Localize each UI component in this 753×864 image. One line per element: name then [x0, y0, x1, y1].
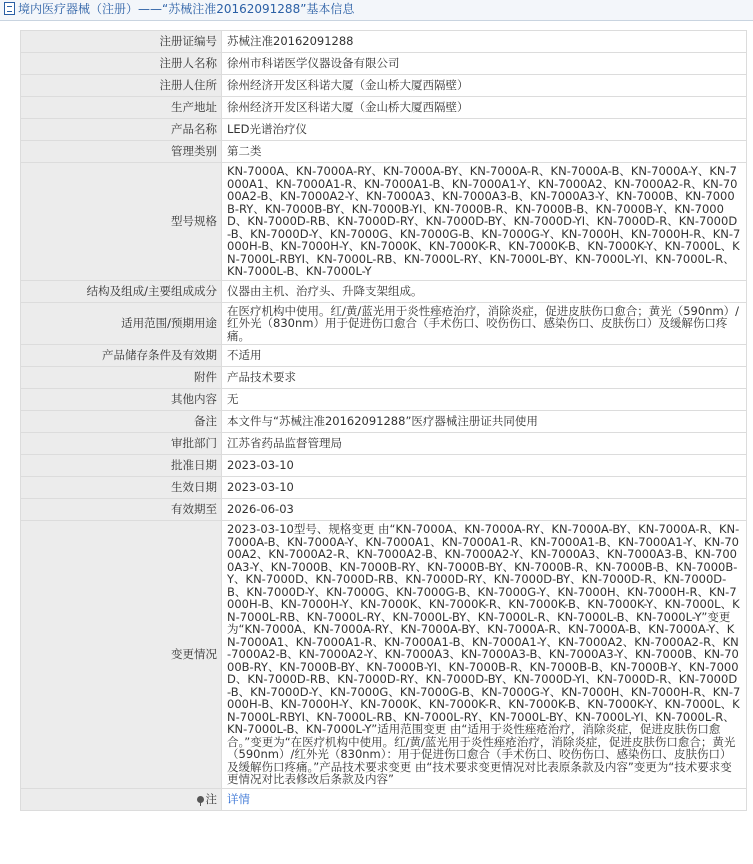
field-value-structure: 仪器由主机、治疗头、升降支架组成。: [222, 280, 747, 302]
field-value-production-address: 徐州经济开发区科诺大厦（金山桥大厦西隔壁）: [222, 97, 747, 119]
table-row: [21, 345, 747, 367]
field-label: 有效期至: [21, 499, 222, 521]
field-label: 注册证编号: [21, 31, 222, 53]
field-label: 管理类别: [21, 141, 222, 163]
field-label: 结构及组成/主要组成成分: [21, 280, 222, 302]
field-label: 备注: [21, 411, 222, 433]
table-row: [21, 53, 747, 75]
document-icon: [4, 2, 15, 15]
field-label: 注: [205, 791, 217, 806]
field-label: 型号规格: [21, 163, 222, 281]
breadcrumb-text: 境内医疗器械（注册）——“苏械注准20162091288”基本信息: [18, 2, 355, 16]
field-label: 审批部门: [21, 433, 222, 455]
field-value-storage: 不适用: [222, 345, 747, 367]
field-value-remark: 本文件与“苏械注准20162091288”医疗器械注册证共同使用: [222, 411, 747, 433]
table-row: [21, 163, 747, 281]
field-label: 产品储存条件及有效期: [21, 345, 222, 367]
field-value-registrant: 徐州市科诺医学仪器设备有限公司: [222, 53, 747, 75]
table-row: [21, 389, 747, 411]
table-row: [21, 75, 747, 97]
table-row: [21, 455, 747, 477]
field-value-effective-date: 2023-03-10: [222, 477, 747, 499]
field-value-other: 无: [222, 389, 747, 411]
field-label: 批准日期: [21, 455, 222, 477]
field-value-changes: 2023-03-10型号、规格变更 由“KN-7000A、KN-7000A-RY、KN-7000A-BY、KN-7000A-R、KN-7000A-B、KN-7000A-Y、KN-7000A1、KN-7000A1-R、KN-7000A1-B、KN-7000A1-Y、KN-7000A2、KN-7000A2-R、KN-7000A2-B、KN-7000A2-Y、KN-7000A3、KN-7000A3-B、KN-7000A3-Y、KN-7000B、KN-7000B-RY、KN-7000B-BY、KN-7000B-R、KN-7000B-B、KN-7000B-Y、KN-7000D、KN-7000D-RB、KN-7000D-RY、KN-7000D-BY、KN-7000D-R、KN-7000D-B、KN-7000D-Y、KN-7000G、KN-7000G-B、KN-7000G-Y、KN-7000H、KN-7000H-R、KN-7000H-B、KN-7000H-Y、KN-7000K、KN-7000K-R、KN-7000K-B、KN-7000K-Y、KN-7000L、KN-7000L-RB、KN-7000L-RY、KN-7000L-BY、KN-7000L-R、KN-7000L-B、KN-7000L-Y”变更为“KN-7000A、KN-7000A-RY、KN-7000A-BY、KN-7000A-R、KN-7000A-B、KN-7000A-Y、KN-7000A1、KN-7000A1-R、KN-7000A1-B、KN-7000A1-Y、KN-7000A2、KN-7000A2-R、KN-7000A2-B、KN-7000A2-Y、KN-7000A3、KN-7000A3-B、KN-7000A3-Y、KN-7000B、KN-7000B-RY、KN-7000B-BY、KN-7000B-YI、KN-7000B-R、KN-7000B-B、KN-7000B-Y、KN-7000D、KN-7000D-RB、KN-7000D-RY、KN-7000D-BY、KN-7000D-YI、KN-7000D-R、KN-7000D-B、KN-7000D-Y、KN-7000G、KN-7000G-B、KN-7000G-Y、KN-7000H、KN-7000H-R、KN-7000H-B、KN-7000H-Y、KN-7000K、KN-7000K-R、KN-7000K-B、KN-7000K-Y、KN-7000L、KN-7000L-RBYI、KN-7000L-RB、KN-7000L-RY、KN-7000L-BY、KN-7000L-YI、KN-7000L-R、KN-7000L-B、KN-7000L-Y”适用范围变更 由“适用于炎性痤疮治疗，消除炎症，促进皮肤伤口愈合。”变更为“在医疗机构中使用。红/黄/蓝光用于炎性痤疮治疗，消除炎症，促进皮肤伤口愈合；黄光（590nm）/红外光（830nm）：用于促进伤口愈合（手术伤口、咬伤伤口、感染伤口、皮肤伤口）及缓解伤口疼痛。”产品技术要求变更 由“技术要求变更情况对比表原条款及内容”变更为“技术要求变更情况对比表修改后条款及内容”: [222, 521, 747, 789]
table-row: [21, 499, 747, 521]
table-row: [21, 141, 747, 163]
table-row: [21, 367, 747, 389]
pin-icon: [197, 796, 204, 803]
field-value-management-class: 第二类: [222, 141, 747, 163]
table-row: [21, 119, 747, 141]
breadcrumb: [0, 0, 753, 21]
table-row: [21, 788, 747, 810]
field-label: 注册人名称: [21, 53, 222, 75]
note-value-cell: [222, 788, 747, 810]
field-label: 变更情况: [21, 521, 222, 789]
table-row: [21, 411, 747, 433]
note-label-cell: [21, 788, 222, 810]
field-label: 适用范围/预期用途: [21, 302, 222, 345]
field-label: 注册人住所: [21, 75, 222, 97]
field-label: 生效日期: [21, 477, 222, 499]
table-row: [21, 280, 747, 302]
field-value-approval-date: 2023-03-10: [222, 455, 747, 477]
field-value-scope: 在医疗机构中使用。红/黄/蓝光用于炎性痤疮治疗，消除炎症，促进皮肤伤口愈合；黄光（590nm）/红外光（830nm）用于促进伤口愈合（手术伤口、咬伤伤口、感染伤口、皮肤伤口）及缓解伤口疼痛。: [222, 302, 747, 345]
table-row: [21, 521, 747, 789]
table-row: [21, 97, 747, 119]
field-label: 附件: [21, 367, 222, 389]
table-row: [21, 433, 747, 455]
field-label: 其他内容: [21, 389, 222, 411]
table-row: [21, 31, 747, 53]
field-value-attachment: 产品技术要求: [222, 367, 747, 389]
table-row: [21, 302, 747, 345]
field-value-approval-dept: 江苏省药品监督管理局: [222, 433, 747, 455]
registration-info-table: [20, 30, 747, 811]
field-value-reg-no: 苏械注准20162091288: [222, 31, 747, 53]
field-label: 生产地址: [21, 97, 222, 119]
field-value-registrant-address: 徐州经济开发区科诺大厦（金山桥大厦西隔壁）: [222, 75, 747, 97]
field-value-expiry-date: 2026-06-03: [222, 499, 747, 521]
field-value-product-name: LED光谱治疗仪: [222, 119, 747, 141]
details-link[interactable]: 详情: [227, 791, 250, 806]
field-label: 产品名称: [21, 119, 222, 141]
table-row: [21, 477, 747, 499]
field-value-models: KN-7000A、KN-7000A-RY、KN-7000A-BY、KN-7000A-R、KN-7000A-B、KN-7000A-Y、KN-7000A1、KN-7000A1-R、KN-7000A1-B、KN-7000A1-Y、KN-7000A2、KN-7000A2-R、KN-7000A2-B、KN-7000A2-Y、KN-7000A3、KN-7000A3-B、KN-7000A3-Y、KN-7000B、KN-7000B-RY、KN-7000B-BY、KN-7000B-YI、KN-7000B-R、KN-7000B-B、KN-7000B-Y、KN-7000D、KN-7000D-RB、KN-7000D-RY、KN-7000D-BY、KN-7000D-YI、KN-7000D-R、KN-7000D-B、KN-7000D-Y、KN-7000G、KN-7000G-B、KN-7000G-Y、KN-7000H、KN-7000H-R、KN-7000H-B、KN-7000H-Y、KN-7000K、KN-7000K-R、KN-7000K-B、KN-7000K-Y、KN-7000L、KN-7000L-RBYI、KN-7000L-RB、KN-7000L-RY、KN-7000L-BY、KN-7000L-YI、KN-7000L-R、KN-7000L-B、KN-7000L-Y: [222, 163, 747, 281]
